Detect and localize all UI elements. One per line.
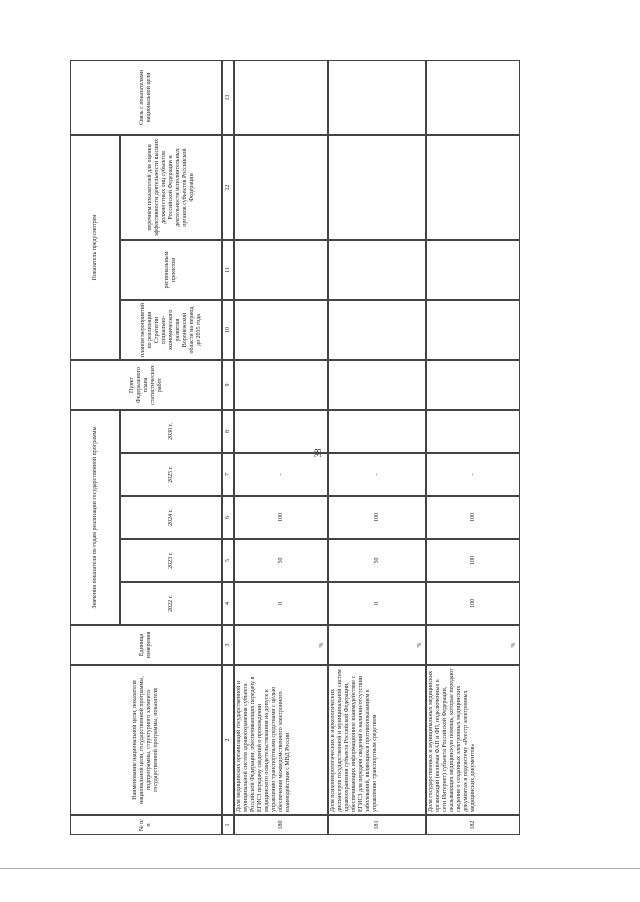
header-unit: Единица измерения bbox=[70, 625, 222, 665]
col-number: 2 bbox=[222, 665, 234, 815]
col-number: 11 bbox=[222, 240, 234, 300]
header-2023: 2023 г. bbox=[120, 539, 222, 582]
header-num: № п/п bbox=[70, 815, 222, 835]
row-fed-plan bbox=[328, 360, 426, 410]
row-link bbox=[234, 60, 328, 135]
col-number: 8 bbox=[222, 410, 234, 453]
row-2024: 100 bbox=[234, 496, 328, 539]
row-2022: 0 bbox=[234, 582, 328, 625]
row-2030 bbox=[328, 410, 426, 453]
col-number: 13 bbox=[222, 60, 234, 135]
col-number: 4 bbox=[222, 582, 234, 625]
row-strategy bbox=[234, 300, 328, 360]
col-number: 5 bbox=[222, 539, 234, 582]
col-number: 12 bbox=[222, 135, 234, 240]
row-performance bbox=[234, 135, 328, 240]
row-number: 181 bbox=[328, 815, 426, 835]
row-2024: 100 bbox=[426, 496, 520, 539]
row-number: 180 bbox=[234, 815, 328, 835]
header-2022: 2022 г. bbox=[120, 582, 222, 625]
col-number: 7 bbox=[222, 453, 234, 496]
col-number: 1 bbox=[222, 815, 234, 835]
header-regional: региональным проектом bbox=[120, 240, 222, 300]
row-performance bbox=[328, 135, 426, 240]
row-2025: - bbox=[426, 453, 520, 496]
row-unit: % bbox=[426, 625, 520, 665]
row-regional bbox=[328, 240, 426, 300]
row-unit: % bbox=[234, 625, 328, 665]
row-name: Доля медицинских организаций государственной и муниципальной систем здравоохранения субъекта Российской Федерации, обеспечивающих передачу в ЕГИСЗ передачу сведений о прохождении медицинского освидетельствования на допуск к управлению транспортными средствами с целью обеспечения межведомственного электронного взаимодействия с МВД России bbox=[234, 665, 328, 815]
row-unit: % bbox=[328, 625, 426, 665]
scan-edge-line bbox=[0, 868, 640, 869]
row-2030 bbox=[234, 410, 328, 453]
row-regional bbox=[234, 240, 328, 300]
row-name: Доля государственных и муниципальных медицинских организаций (включая ФАП и ФП, подключенных к сети Интернет) субъекта Российской Федерации, оказывающих медицинскую помощь, которые передают сведения о созданных электронных медицинских документах в подсистему «Реестр электронных медицинских документов» bbox=[426, 665, 520, 815]
row-regional bbox=[426, 240, 520, 300]
row-name: Доля психоневрологических и наркологических диспансеров государственной и муниципальной систем здравоохранения субъекта Российской Федерации, обеспечивающих информационное взаимодействие с ЕГИСЗ для передачи сведений о наличии/отсутствии заболеваний, являющихся противопоказанием к управлению транспортным средством bbox=[328, 665, 426, 815]
row-2023: 50 bbox=[234, 539, 328, 582]
row-2025: - bbox=[234, 453, 328, 496]
row-performance bbox=[426, 135, 520, 240]
col-number: 9 bbox=[222, 360, 234, 410]
header-2024: 2024 г. bbox=[120, 496, 222, 539]
row-2023: 100 bbox=[426, 539, 520, 582]
header-values-group: Значения показателя по годам реализации государственной программы bbox=[70, 410, 120, 625]
row-strategy bbox=[426, 300, 520, 360]
header-indicators-group: Показатель предусмотрен bbox=[70, 135, 120, 360]
col-number: 3 bbox=[222, 625, 234, 665]
row-2024: 100 bbox=[328, 496, 426, 539]
row-fed-plan bbox=[426, 360, 520, 410]
col-number: 6 bbox=[222, 496, 234, 539]
row-2023: 50 bbox=[328, 539, 426, 582]
row-2025: - bbox=[328, 453, 426, 496]
header-strategy: планом мероприятий по реализации Стратегии социально-экономического развития Воронежской области на период до 2035 года bbox=[120, 300, 222, 360]
header-2025: 2025 г. bbox=[120, 453, 222, 496]
row-fed-plan bbox=[234, 360, 328, 410]
header-link: Связь с показателями национальной цели bbox=[70, 60, 222, 135]
header-performance: перечнем показателей для оценки эффективности деятельности высших должностных лиц субъектов Российской Федерации и деятельности исполнительных органов субъектов Российской Федерации bbox=[120, 135, 222, 240]
indicators-table bbox=[70, 60, 520, 835]
header-fed-plan: Пункт Федерального плана статистических работ bbox=[70, 360, 222, 410]
row-number: 182 bbox=[426, 815, 520, 835]
row-strategy bbox=[328, 300, 426, 360]
col-number: 10 bbox=[222, 300, 234, 360]
header-name: Наименование национальной цели, показателя национальной цели, государственной программы, подпрограммы, структурного элемента государственной программы, показателя bbox=[70, 665, 222, 815]
row-2030 bbox=[426, 410, 520, 453]
row-2022: 0 bbox=[328, 582, 426, 625]
page-number: 38 bbox=[313, 448, 323, 458]
row-link bbox=[328, 60, 426, 135]
row-2022: 100 bbox=[426, 582, 520, 625]
row-link bbox=[426, 60, 520, 135]
header-2030: 2030 г. bbox=[120, 410, 222, 453]
